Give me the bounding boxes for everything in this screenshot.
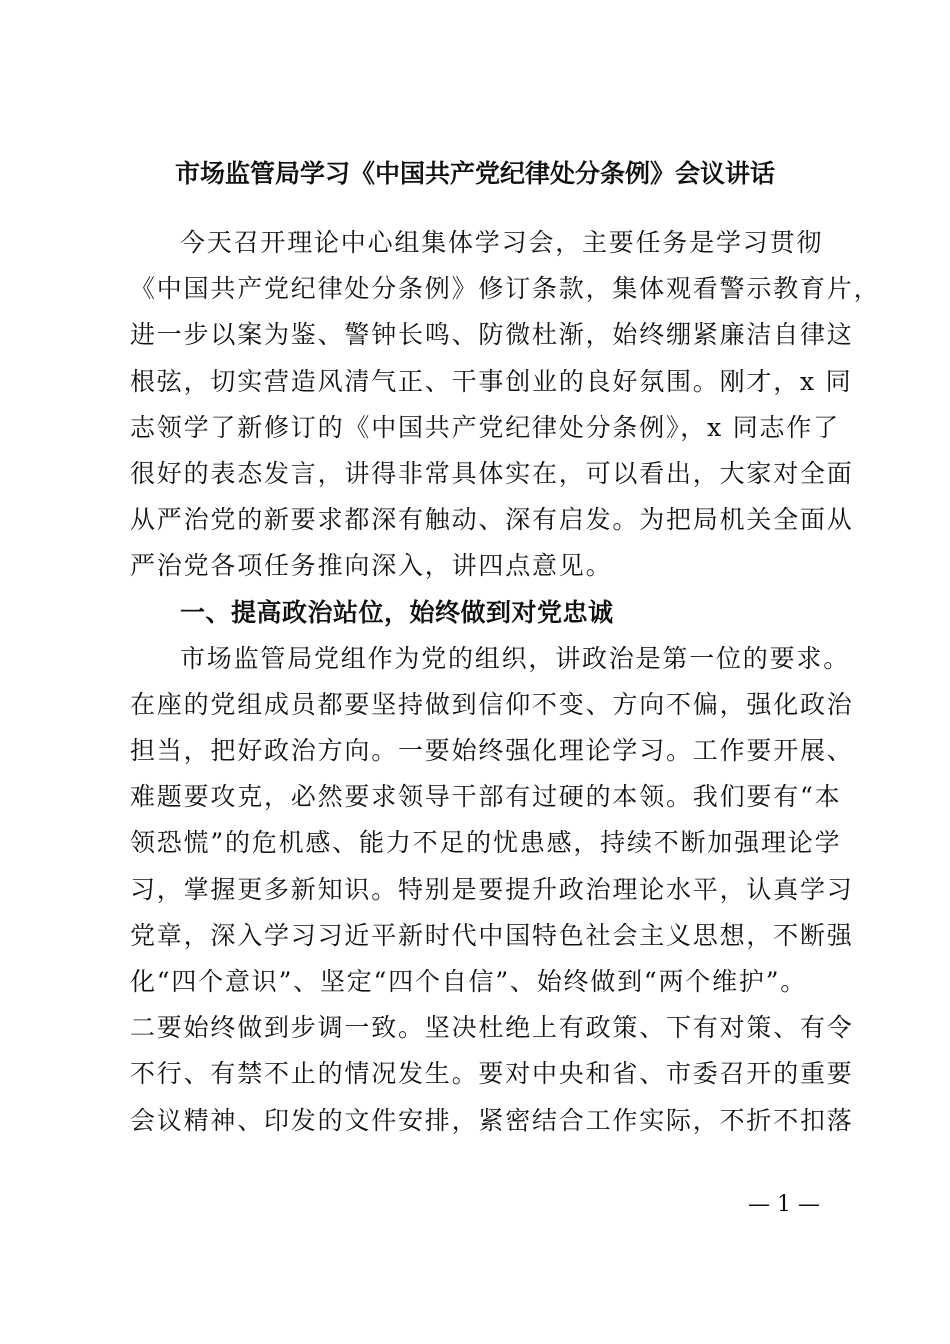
paragraph-line: 今天召开理论中心组集体学习会，主要任务是学习贯彻 [180, 228, 824, 257]
paragraph-line: 二要始终做到步调一致。坚决杜绝上有政策、下有对策、有令 [130, 1013, 854, 1043]
paragraph-line: 在座的党组成员都要坚持做到信仰不变、方向不偏，强化政治 [130, 689, 854, 719]
paragraph-line: 难题要攻克，必然要求领导干部有过硬的本领。我们要有“本 [130, 782, 842, 812]
paragraph-line: 市场监管局党组作为党的组织，讲政治是第一位的要求。 [180, 643, 851, 673]
paragraph-line: 很好的表态发言，讲得非常具体实在，可以看出，大家对全面 [130, 458, 854, 488]
page-number: — 1 — [748, 1192, 820, 1217]
paragraph-line: 进一步以案为鉴、警钟长鸣、防微杜渐，始终绷紧廉洁自律这 [130, 320, 854, 350]
paragraph-line: 会议精神、印发的文件安排，紧密结合工作实际，不折不扣落 [130, 1105, 854, 1135]
paragraph-line: 担当，把好政治方向。一要始终强化理论学习。工作要开展、 [130, 736, 854, 766]
paragraph-line: 《中国共产党纪律处分条例》修订条款，集体观看警示教育片， [130, 274, 881, 304]
paragraph-line: 化“四个意识”、坚定“四个自信”、始终做到“两个维护”。 [130, 967, 808, 996]
paragraph-line: 从严治党的新要求都深有触动、深有启发。为把局机关全面从 [130, 505, 854, 535]
document-body [130, 220, 881, 1144]
paragraph-line: 领恐慌”的危机感、能力不足的忧患感，持续不断加强理论学 [130, 828, 842, 858]
paragraph-line: 志领学了新修订的《中国共产党纪律处分条例》，x 同志作了 [130, 412, 840, 442]
section-heading: 一、提高政治站位，始终做到对党忠诚 [180, 597, 614, 627]
paragraph-line: 根弦，切实营造风清气正、干事创业的良好氛围。刚才，x 同 [130, 366, 853, 396]
paragraph-line: 严治党各项任务推向深入，讲四点意见。 [130, 551, 613, 581]
document-title: 市场监管局学习《中国共产党纪律处分条例》会议讲话 [174, 159, 775, 188]
paragraph-line: 党章，深入学习习近平新时代中国特色社会主义思想，不断强 [130, 920, 854, 950]
paragraph-line: 不行、有禁不止的情况发生。要对中央和省、市委召开的重要 [130, 1059, 854, 1089]
paragraph-line: 习，掌握更多新知识。特别是要提升政治理论水平，认真学习 [130, 874, 854, 904]
